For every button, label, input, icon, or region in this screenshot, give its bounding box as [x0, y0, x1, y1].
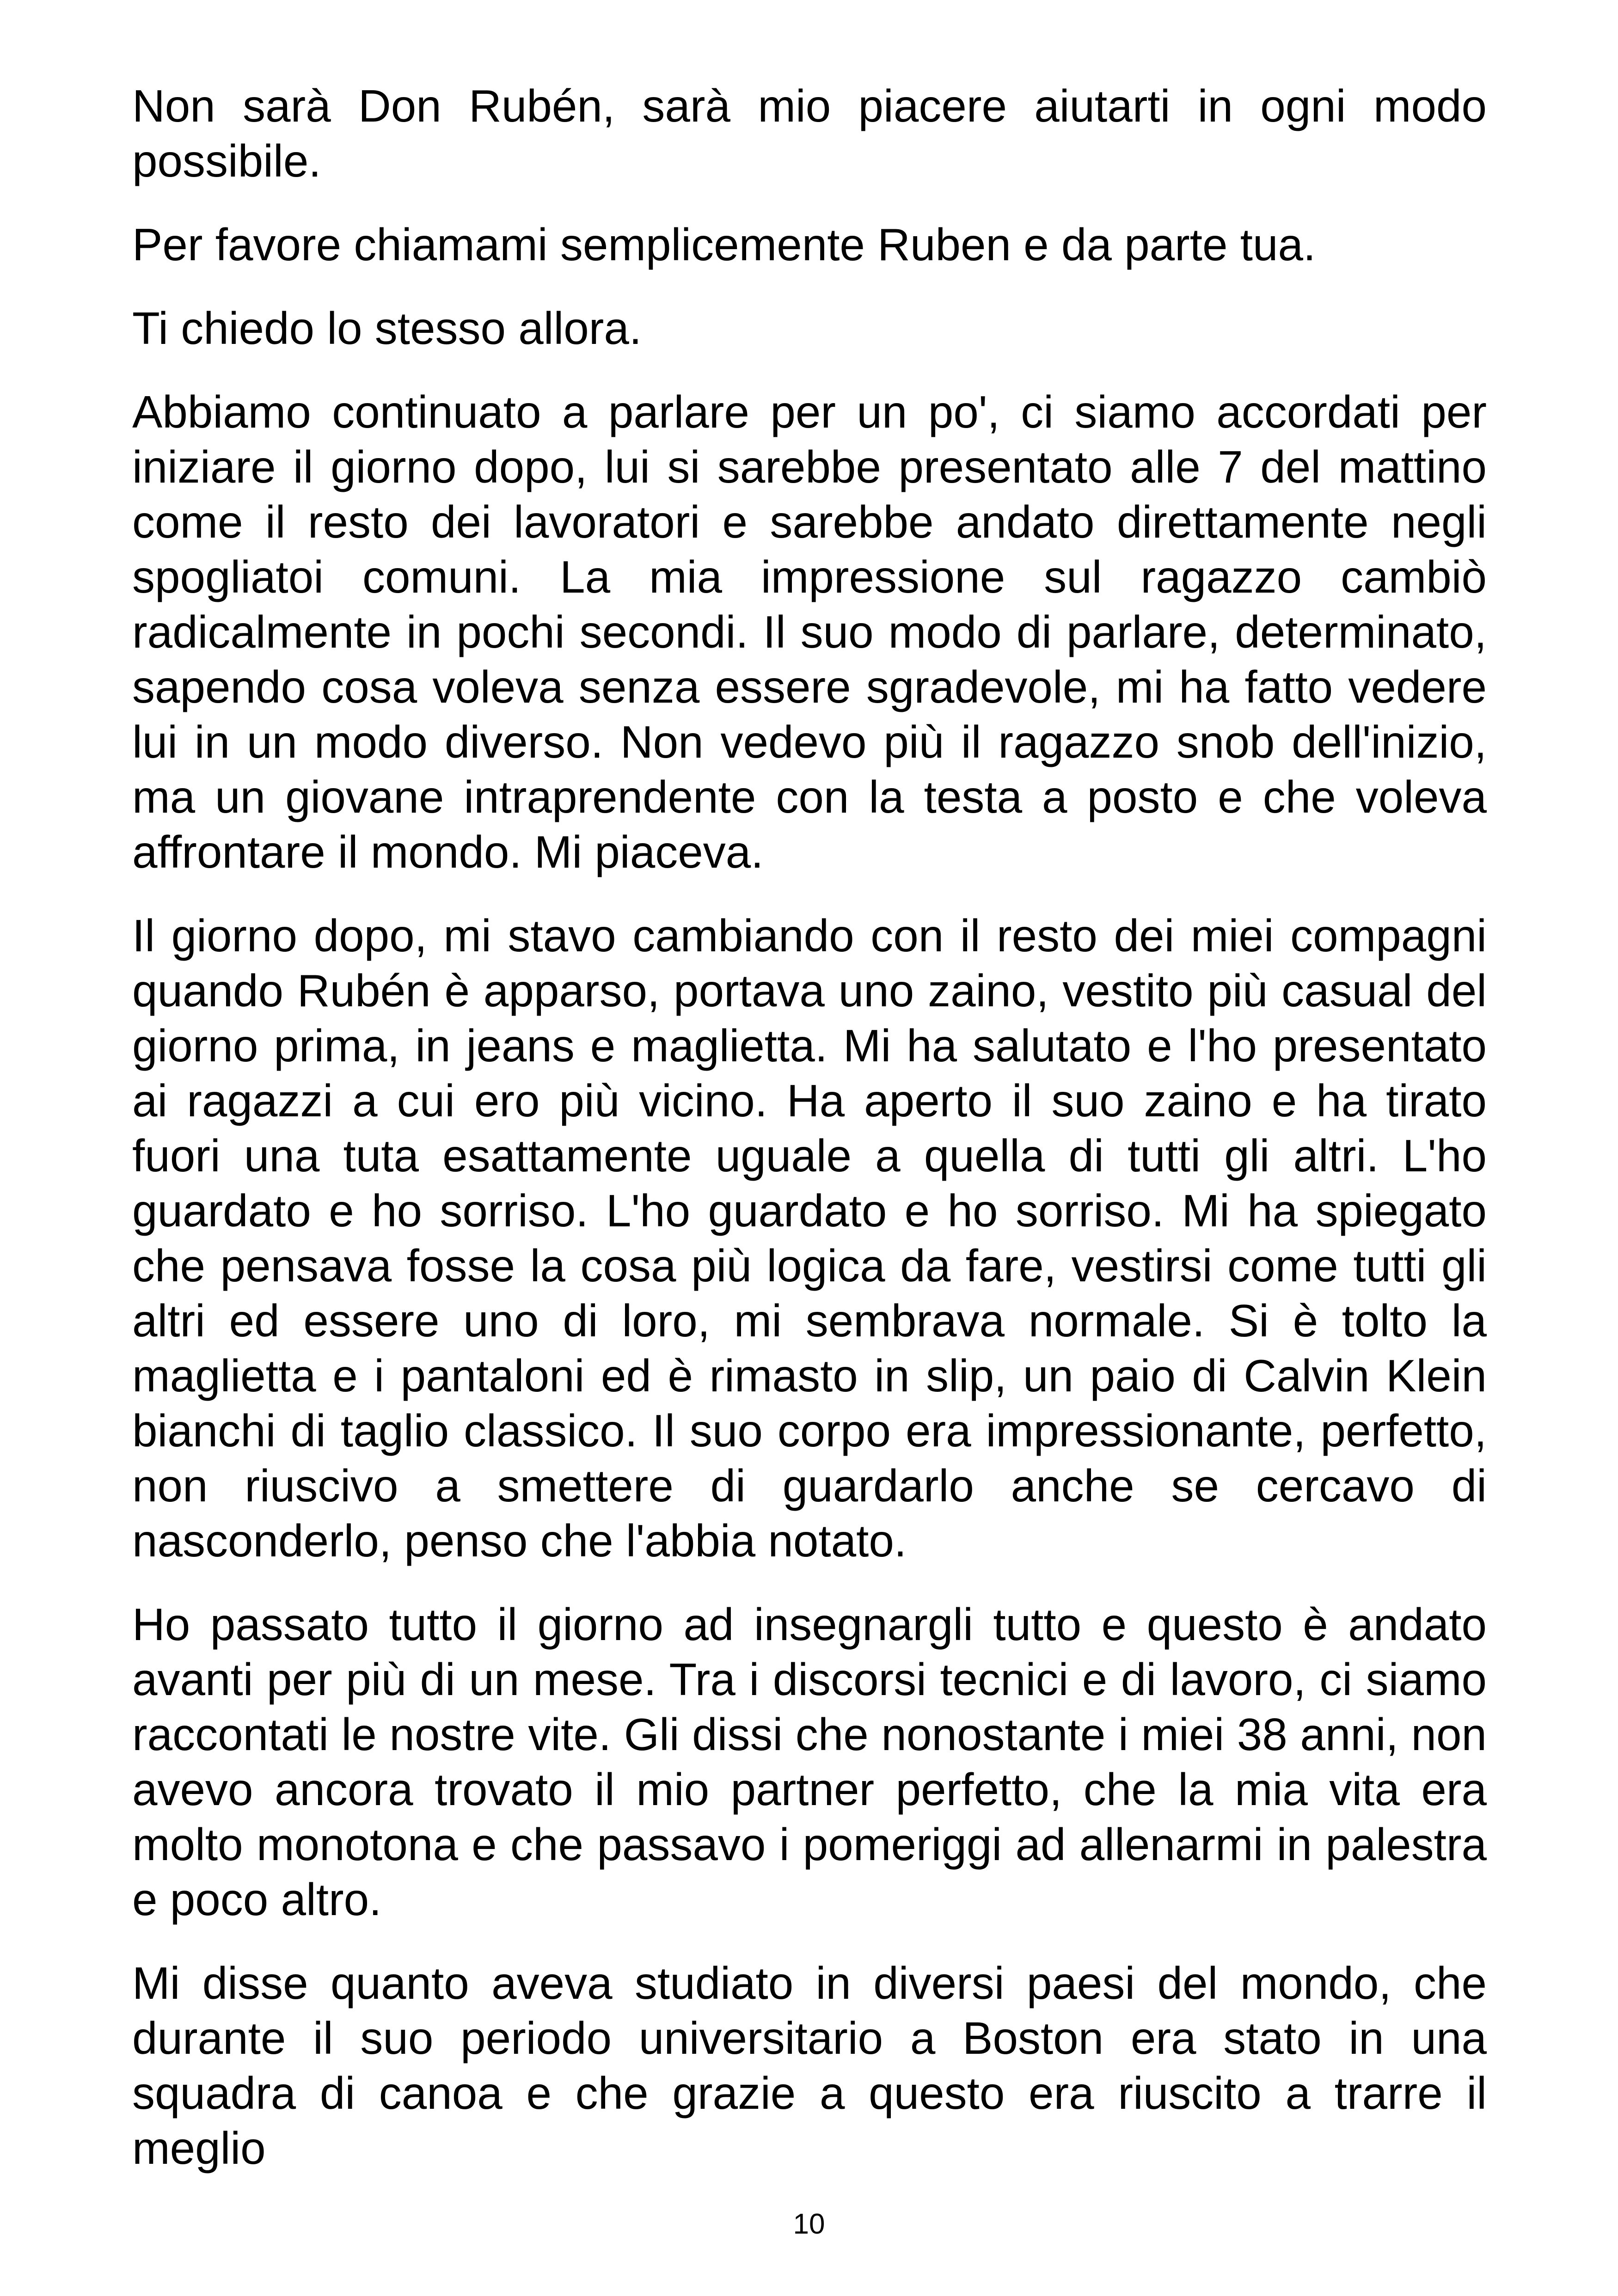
paragraph-6: Ho passato tutto il giorno ad insegnargli tutto e questo è andato avanti per più di un mese. Tra i discorsi tecnici e di lavoro, ci siamo raccontati le nostre vite. Gli dissi che nonostante i miei 38 anni, non avevo ancora trovato il mio partner perfetto, che la mia vita era molto monotona e che passavo i pomeriggi ad allenarmi in palestra e poco altro. — [132, 1599, 1487, 1925]
paragraph-5: Il giorno dopo, mi stavo cambiando con il resto dei miei compagni quando Rubén è apparso, portava uno zaino, vestito più casual del giorno prima, in jeans e maglietta. Mi ha salutato e l'ho presentato ai ragazzi a cui ero più vicino. Ha aperto il suo zaino e ha tirato fuori una tuta esattamente uguale a quella di tutti gli altri. L'ho guardato e ho sorriso. L'ho guardato e ho sorriso. Mi ha spiegato che pensava fosse la cosa più logica da fare, vestirsi come tutti gli altri ed essere uno di loro, mi sembrava normale. Si è tolto la maglietta e i pantaloni ed è rimasto in slip, un paio di Calvin Klein bianchi di taglio classico. Il suo corpo era impressionante, perfetto, non riuscivo a smettere di guardarlo anche se cercavo di nasconderlo, penso che l'abbia notato. — [132, 910, 1487, 1566]
paragraph-2: Per favore chiamami semplicemente Ruben e da parte tua. — [132, 219, 1316, 270]
paragraph-3: Ti chiedo lo stesso allora. — [132, 303, 642, 354]
paragraph-1: Non sarà Don Rubén, sarà mio piacere aiutarti in ogni modo possibile. — [132, 80, 1487, 186]
paragraph-4: Abbiamo continuato a parlare per un po', ci siamo accordati per iniziare il giorno dopo, lui si sarebbe presentato alle 7 del mattino come il resto dei lavoratori e sarebbe andato direttamente negli spogliatoi comuni. La mia impressione sul ragazzo cambiò radicalmente in pochi secondi. Il suo modo di parlare, determinato, sapendo cosa voleva senza essere sgradevole, mi ha fatto vedere lui in un modo diverso. Non vedevo più il ragazzo snob dell'inizio, ma un giovane intraprendente con la testa a posto e che voleva affrontare il mondo. Mi piaceva. — [132, 386, 1487, 877]
body-text — [132, 79, 1487, 2176]
page-number: 10 — [793, 2208, 825, 2240]
paragraph-7: Mi disse quanto aveva studiato in diversi paesi del mondo, che durante il suo periodo universitario a Boston era stato in una squadra di canoa e che grazie a questo era riuscito a trarre il meglio — [132, 1958, 1487, 2174]
